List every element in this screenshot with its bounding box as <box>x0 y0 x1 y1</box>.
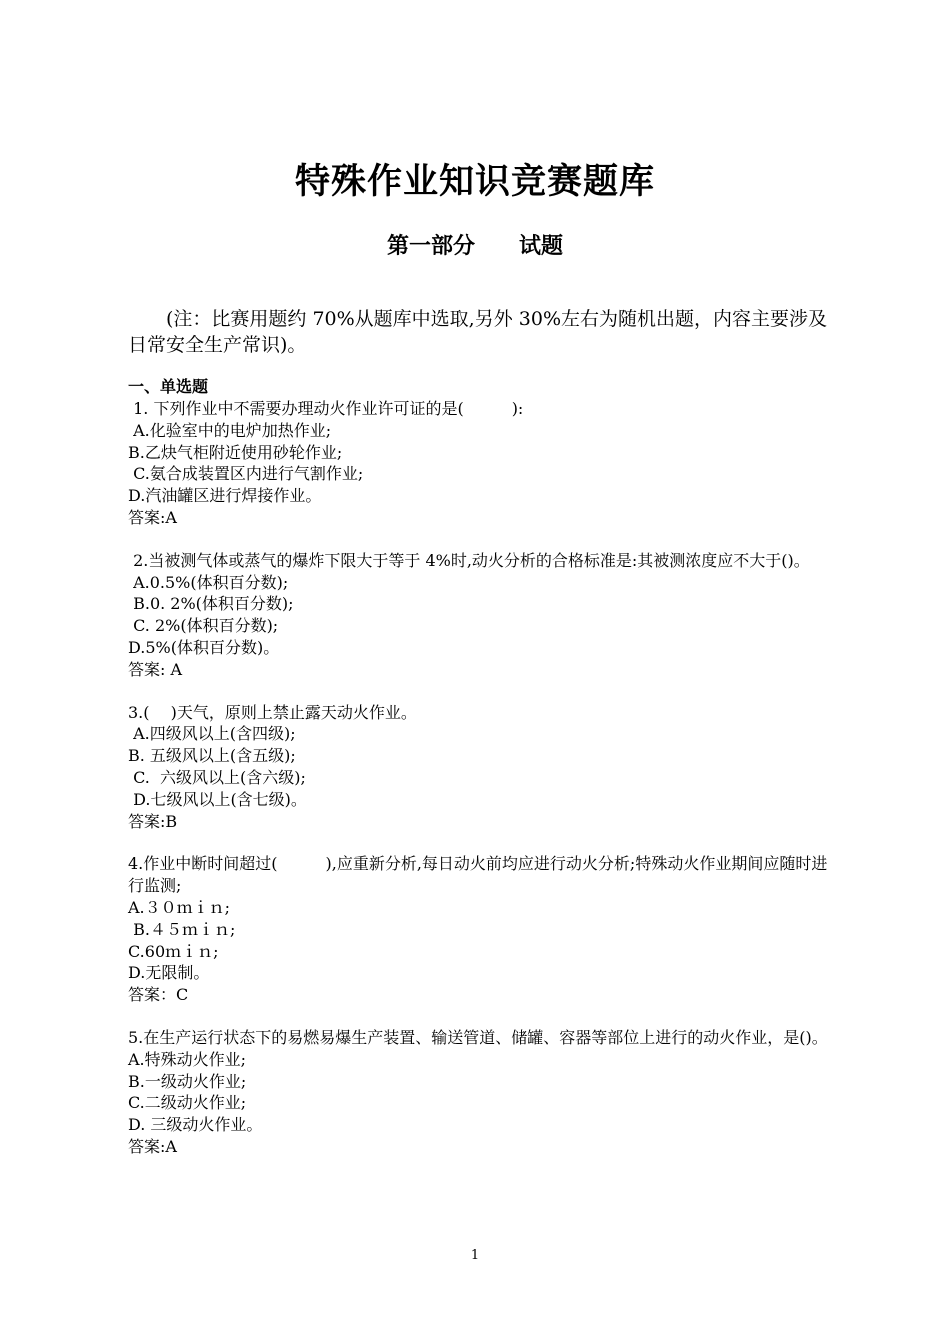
document-subtitle: 第一部分 试题 <box>386 234 563 259</box>
question-item <box>128 1027 828 1158</box>
question-stem: 3.( )天气，原则上禁止露天动火作业。 <box>128 702 417 722</box>
question-option: C. 六级风以上(含六级); <box>128 767 306 787</box>
question-section <box>128 376 828 1179</box>
question-option: D.无限制。 <box>128 963 210 983</box>
question-option: B.乙炔气柜附近使用砂轮作业; <box>128 442 343 462</box>
question-option: D.七级风以上(含七级)。 <box>128 789 307 809</box>
question-option: D.汽油罐区进行焊接作业。 <box>128 486 322 506</box>
question-stem: 4.作业中断时间超过( ),应重新分析,每日动火前均应进行动火分析;特殊动火作业期间应随时进行监测; <box>128 854 828 896</box>
question-option: C. 2%(体积百分数); <box>128 616 279 636</box>
question-option: D.5%(体积百分数)。 <box>128 637 280 657</box>
question-stem: 2.当被测气体或蒸气的爆炸下限大于等于 4%时,动火分析的合格标准是:其被测浓度应不大于()。 <box>128 550 810 570</box>
question-option: A.化验室中的电炉加热作业; <box>128 420 332 440</box>
document-note: (注：比赛用题约 70%从题库中选取,另外 30%左右为随机出题，内容主要涉及日常安全生产常识)。 <box>128 308 827 356</box>
question-option: A.特殊动火作业; <box>128 1049 247 1069</box>
question-stem: 1. 下列作业中不需要办理动火作业许可证的是( ): <box>128 399 524 418</box>
question-option: B.４５ｍｉｎ; <box>128 919 236 939</box>
question-item <box>128 550 828 681</box>
question-answer: 答案:A <box>128 1136 177 1156</box>
question-option: A.0.5%(体积百分数); <box>128 572 289 592</box>
page-number: 1 <box>470 1248 480 1263</box>
question-item <box>128 398 828 529</box>
question-item <box>128 702 828 833</box>
question-item <box>128 853 828 1006</box>
question-option: C.60ｍｉｎ; <box>128 941 219 961</box>
question-option: B.一级动火作业; <box>128 1071 247 1091</box>
question-option: A.３０ｍｉｎ; <box>128 897 231 917</box>
document-title: 特殊作业知识竞赛题库 <box>294 162 655 202</box>
section-heading: 一、单选题 <box>128 377 209 396</box>
question-option: C.二级动火作业; <box>128 1093 247 1113</box>
question-answer: 答案:A <box>128 507 177 527</box>
question-answer: 答案:B <box>128 811 178 831</box>
question-option: A.四级风以上(含四级); <box>128 724 296 744</box>
question-answer: 答案: A <box>128 659 183 679</box>
question-answer: 答案：C <box>128 985 189 1005</box>
question-option: D. 三级动火作业。 <box>128 1115 263 1135</box>
question-option: B. 五级风以上(含五级); <box>128 746 296 766</box>
question-option: C.氨合成装置区内进行气割作业; <box>128 464 364 484</box>
question-stem: 5.在生产运行状态下的易燃易爆生产装置、输送管道、储罐、容器等部位上进行的动火作业，是()。 <box>128 1027 828 1047</box>
question-option: B.0. 2%(体积百分数); <box>128 594 294 614</box>
